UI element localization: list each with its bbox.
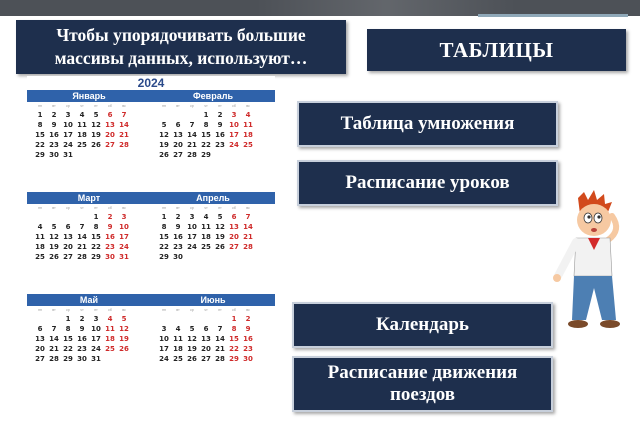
weekday-label: ср <box>190 104 194 108</box>
weekday-label: ср <box>66 308 70 312</box>
calendar-day: 28 <box>49 355 59 363</box>
calendar-day: 16 <box>243 335 253 343</box>
weekday-label: вт <box>176 104 180 108</box>
weekday-label: ср <box>190 308 194 312</box>
weekday-label: пт <box>218 206 222 210</box>
calendar-day: 6 <box>203 325 209 333</box>
calendar-day: 18 <box>243 131 253 139</box>
calendar-day: 4 <box>37 223 43 231</box>
calendar-day: 7 <box>79 223 85 231</box>
day-grid <box>27 210 151 261</box>
calendar-day: 20 <box>201 345 211 353</box>
calendar-day: 11 <box>77 121 87 129</box>
calendar-month <box>27 294 151 363</box>
month-name: Март <box>27 192 151 204</box>
calendar-day: 26 <box>215 243 225 251</box>
calendar-day: 10 <box>229 121 239 129</box>
calendar-day: 3 <box>121 213 127 221</box>
weekday-label: сб <box>108 206 112 210</box>
calendar-day: 26 <box>119 345 129 353</box>
calendar-day: 7 <box>121 111 127 119</box>
calendar-day: 25 <box>77 141 87 149</box>
calendar-day: 4 <box>79 111 85 119</box>
calendar-day: 11 <box>243 121 253 129</box>
weekday-label: пн <box>162 104 166 108</box>
month-name: Февраль <box>151 90 275 102</box>
weekday-label: сб <box>232 206 236 210</box>
top-bar-accent <box>478 14 628 17</box>
month-name: Май <box>27 294 151 306</box>
calendar-day: 14 <box>187 131 197 139</box>
calendar-day: 27 <box>105 141 115 149</box>
weekday-label: вт <box>176 308 180 312</box>
calendar-day: 4 <box>245 111 251 119</box>
weekday-label: вс <box>122 206 126 210</box>
weekday-label: ср <box>66 104 70 108</box>
calendar-day: 13 <box>63 233 73 241</box>
calendar-day: 29 <box>35 151 45 159</box>
day-grid <box>27 312 151 363</box>
calendar-day: 8 <box>65 325 71 333</box>
calendar-day: 10 <box>159 335 169 343</box>
calendar-day: 13 <box>229 223 239 231</box>
calendar-day: 15 <box>201 131 211 139</box>
weekday-label: пт <box>94 308 98 312</box>
calendar-day: 24 <box>159 355 169 363</box>
calendar-day: 24 <box>229 141 239 149</box>
calendar-day: 30 <box>105 253 115 261</box>
calendar-day: 18 <box>105 335 115 343</box>
question-box: Чтобы упорядочивать большие массивы данных, используют… <box>16 20 346 74</box>
calendar-day: 23 <box>105 243 115 251</box>
weekday-label: вс <box>246 308 250 312</box>
weekday-label: чт <box>204 206 208 210</box>
calendar-day: 25 <box>243 141 253 149</box>
calendar-day: 1 <box>37 111 43 119</box>
calendar-day: 8 <box>37 121 43 129</box>
calendar-day: 2 <box>51 111 57 119</box>
calendar-day: 12 <box>159 131 169 139</box>
weekday-label: сб <box>232 104 236 108</box>
calendar-day: 29 <box>159 253 169 261</box>
calendar-day: 19 <box>215 233 225 241</box>
weekday-label: пт <box>94 104 98 108</box>
calendar-day: 11 <box>201 223 211 231</box>
calendar-day: 16 <box>77 335 87 343</box>
calendar-day: 12 <box>91 121 101 129</box>
calendar-day: 16 <box>215 131 225 139</box>
calendar-day: 27 <box>35 355 45 363</box>
calendar-day: 28 <box>243 243 253 251</box>
calendar-day: 10 <box>187 223 197 231</box>
calendar-day: 25 <box>173 355 183 363</box>
calendar-day: 10 <box>119 223 129 231</box>
calendar-day: 2 <box>107 213 113 221</box>
weekday-label: пт <box>218 308 222 312</box>
calendar-day: 27 <box>63 253 73 261</box>
calendar-day: 15 <box>35 131 45 139</box>
calendar-day: 11 <box>105 325 115 333</box>
calendar-day: 5 <box>161 121 167 129</box>
calendar-day: 17 <box>91 335 101 343</box>
calendar-day: 12 <box>215 223 225 231</box>
calendar-day: 20 <box>105 131 115 139</box>
calendar-day: 22 <box>159 243 169 251</box>
calendar-day: 2 <box>79 315 85 323</box>
calendar-day: 20 <box>229 233 239 241</box>
weekday-label: чт <box>204 104 208 108</box>
calendar-month <box>151 192 275 261</box>
calendar-day: 9 <box>175 223 181 231</box>
calendar-day: 26 <box>49 253 59 261</box>
calendar-day: 17 <box>187 233 197 241</box>
weekday-label: пн <box>38 104 42 108</box>
calendar-day: 30 <box>49 151 59 159</box>
calendar-day: 18 <box>173 345 183 353</box>
calendar-day: 6 <box>107 111 113 119</box>
calendar-day: 13 <box>173 131 183 139</box>
calendar-day: 14 <box>243 223 253 231</box>
calendar-day: 6 <box>37 325 43 333</box>
calendar-month <box>27 192 151 261</box>
weekday-label: ср <box>66 206 70 210</box>
calendar-day: 15 <box>229 335 239 343</box>
option-lesson-schedule[interactable]: Расписание уроков <box>297 160 558 206</box>
weekday-label: вт <box>52 104 56 108</box>
calendar-day: 19 <box>187 345 197 353</box>
calendar-day: 3 <box>231 111 237 119</box>
calendar-day: 5 <box>189 325 195 333</box>
calendar-day: 23 <box>77 345 87 353</box>
calendar-day: 19 <box>49 243 59 251</box>
calendar-day: 14 <box>215 335 225 343</box>
calendar-day: 19 <box>159 141 169 149</box>
calendar-day: 21 <box>243 233 253 241</box>
calendar-day: 8 <box>203 121 209 129</box>
calendar-day: 8 <box>93 223 99 231</box>
weekday-label: вс <box>246 206 250 210</box>
calendar-day: 23 <box>49 141 59 149</box>
weekday-label: ср <box>190 206 194 210</box>
calendar-image <box>27 76 275 378</box>
calendar-day: 12 <box>119 325 129 333</box>
calendar-day: 14 <box>49 335 59 343</box>
calendar-day: 5 <box>51 223 57 231</box>
weekday-label: пн <box>162 308 166 312</box>
weekday-label: пт <box>94 206 98 210</box>
weekday-label: вт <box>176 206 180 210</box>
calendar-day: 28 <box>215 355 225 363</box>
calendar-day: 30 <box>77 355 87 363</box>
calendar-day: 25 <box>35 253 45 261</box>
calendar-day: 6 <box>231 213 237 221</box>
calendar-day: 7 <box>189 121 195 129</box>
weekday-label: пн <box>38 206 42 210</box>
calendar-day: 1 <box>231 315 237 323</box>
calendar-day: 3 <box>189 213 195 221</box>
option-calendar[interactable]: Календарь <box>292 302 553 348</box>
calendar-day: 5 <box>217 213 223 221</box>
calendar-day: 14 <box>77 233 87 241</box>
calendar-day: 17 <box>229 131 239 139</box>
calendar-day: 15 <box>63 335 73 343</box>
weekday-label: сб <box>232 308 236 312</box>
calendar-day: 22 <box>35 141 45 149</box>
calendar-day: 28 <box>77 253 87 261</box>
calendar-day: 24 <box>187 243 197 251</box>
calendar-day: 1 <box>93 213 99 221</box>
calendar-day: 24 <box>63 141 73 149</box>
calendar-day: 16 <box>173 233 183 241</box>
calendar-day: 31 <box>119 253 129 261</box>
calendar-day: 9 <box>51 121 57 129</box>
calendar-day: 16 <box>49 131 59 139</box>
calendar-day: 22 <box>229 345 239 353</box>
top-bar-glow <box>256 0 516 16</box>
calendar-month <box>27 90 151 159</box>
calendar-day: 5 <box>121 315 127 323</box>
calendar-month <box>151 90 275 159</box>
calendar-day: 11 <box>173 335 183 343</box>
calendar-day: 10 <box>63 121 73 129</box>
weekday-label: вс <box>122 308 126 312</box>
calendar-day: 6 <box>65 223 71 231</box>
calendar-day: 20 <box>35 345 45 353</box>
weekday-label: пн <box>162 206 166 210</box>
calendar-month <box>151 294 275 363</box>
option-train-schedule[interactable]: Расписание движения поездов <box>292 356 553 412</box>
calendar-day: 8 <box>161 223 167 231</box>
calendar-day: 2 <box>217 111 223 119</box>
calendar-day: 21 <box>77 243 87 251</box>
calendar-day: 2 <box>175 213 181 221</box>
calendar-day: 26 <box>159 151 169 159</box>
weekday-label: сб <box>108 104 112 108</box>
weekday-label: чт <box>204 308 208 312</box>
calendar-day: 17 <box>63 131 73 139</box>
calendar-day: 15 <box>91 233 101 241</box>
calendar-day: 7 <box>245 213 251 221</box>
calendar-day: 13 <box>201 335 211 343</box>
weekday-label: вт <box>52 206 56 210</box>
weekday-label: чт <box>80 308 84 312</box>
calendar-day: 31 <box>63 151 73 159</box>
calendar-day: 12 <box>187 335 197 343</box>
calendar-day: 28 <box>187 151 197 159</box>
calendar-day: 30 <box>243 355 253 363</box>
calendar-day: 23 <box>215 141 225 149</box>
slide-title: ТАБЛИЦЫ <box>367 29 626 71</box>
day-grid <box>151 108 275 159</box>
calendar-day: 26 <box>91 141 101 149</box>
calendar-day: 12 <box>49 233 59 241</box>
calendar-day: 10 <box>91 325 101 333</box>
calendar-day: 14 <box>119 121 129 129</box>
calendar-day: 19 <box>91 131 101 139</box>
calendar-day: 29 <box>91 253 101 261</box>
calendar-day: 7 <box>217 325 223 333</box>
day-grid <box>151 312 275 363</box>
calendar-day: 1 <box>65 315 71 323</box>
calendar-day: 1 <box>203 111 209 119</box>
calendar-day: 9 <box>107 223 113 231</box>
calendar-day: 22 <box>201 141 211 149</box>
calendar-day: 20 <box>63 243 73 251</box>
calendar-day: 24 <box>91 345 101 353</box>
weekday-label: чт <box>80 206 84 210</box>
day-grid <box>151 210 275 261</box>
calendar-day: 19 <box>119 335 129 343</box>
calendar-day: 22 <box>91 243 101 251</box>
calendar-day: 4 <box>175 325 181 333</box>
weekday-label: чт <box>80 104 84 108</box>
calendar-day: 17 <box>119 233 129 241</box>
calendar-day: 27 <box>201 355 211 363</box>
calendar-day: 13 <box>105 121 115 129</box>
calendar-day: 29 <box>63 355 73 363</box>
calendar-day: 23 <box>173 243 183 251</box>
calendar-day: 6 <box>175 121 181 129</box>
calendar-day: 15 <box>159 233 169 241</box>
calendar-day: 30 <box>173 253 183 261</box>
calendar-day: 18 <box>77 131 87 139</box>
calendar-day: 4 <box>107 315 113 323</box>
calendar-day: 20 <box>173 141 183 149</box>
calendar-day: 1 <box>161 213 167 221</box>
calendar-day: 4 <box>203 213 209 221</box>
calendar-day: 5 <box>93 111 99 119</box>
calendar-day: 3 <box>65 111 71 119</box>
calendar-day: 9 <box>79 325 85 333</box>
calendar-day: 28 <box>119 141 129 149</box>
calendar-day: 17 <box>159 345 169 353</box>
month-name: Июнь <box>151 294 275 306</box>
calendar-day: 18 <box>35 243 45 251</box>
calendar-day: 3 <box>161 325 167 333</box>
weekday-label: пн <box>38 308 42 312</box>
calendar-day: 27 <box>173 151 183 159</box>
weekday-label: пт <box>218 104 222 108</box>
calendar-day: 24 <box>119 243 129 251</box>
calendar-day: 8 <box>231 325 237 333</box>
calendar-day: 23 <box>243 345 253 353</box>
calendar-day: 21 <box>119 131 129 139</box>
weekday-label: вс <box>246 104 250 108</box>
month-name: Январь <box>27 90 151 102</box>
calendar-day: 25 <box>201 243 211 251</box>
thinking-boy-illustration <box>550 190 640 340</box>
calendar-day: 21 <box>187 141 197 149</box>
calendar-day: 21 <box>215 345 225 353</box>
weekday-label: вс <box>122 104 126 108</box>
calendar-day: 16 <box>105 233 115 241</box>
calendar-day: 13 <box>35 335 45 343</box>
calendar-day: 2 <box>245 315 251 323</box>
calendar-year: 2024 <box>137 76 165 90</box>
calendar-day: 31 <box>91 355 101 363</box>
weekday-label: сб <box>108 308 112 312</box>
calendar-day: 26 <box>187 355 197 363</box>
calendar-day: 21 <box>49 345 59 353</box>
calendar-day: 11 <box>35 233 45 241</box>
calendar-day: 9 <box>217 121 223 129</box>
slide-top-bar <box>0 0 640 16</box>
calendar-day: 22 <box>63 345 73 353</box>
day-grid <box>27 108 151 159</box>
calendar-day: 9 <box>245 325 251 333</box>
month-name: Апрель <box>151 192 275 204</box>
calendar-day: 25 <box>105 345 115 353</box>
calendar-day: 18 <box>201 233 211 241</box>
calendar-day: 29 <box>229 355 239 363</box>
option-multiplication-table[interactable]: Таблица умножения <box>297 101 558 147</box>
calendar-day: 29 <box>201 151 211 159</box>
calendar-day: 3 <box>93 315 99 323</box>
calendar-day: 27 <box>229 243 239 251</box>
calendar-day: 7 <box>51 325 57 333</box>
weekday-label: вт <box>52 308 56 312</box>
